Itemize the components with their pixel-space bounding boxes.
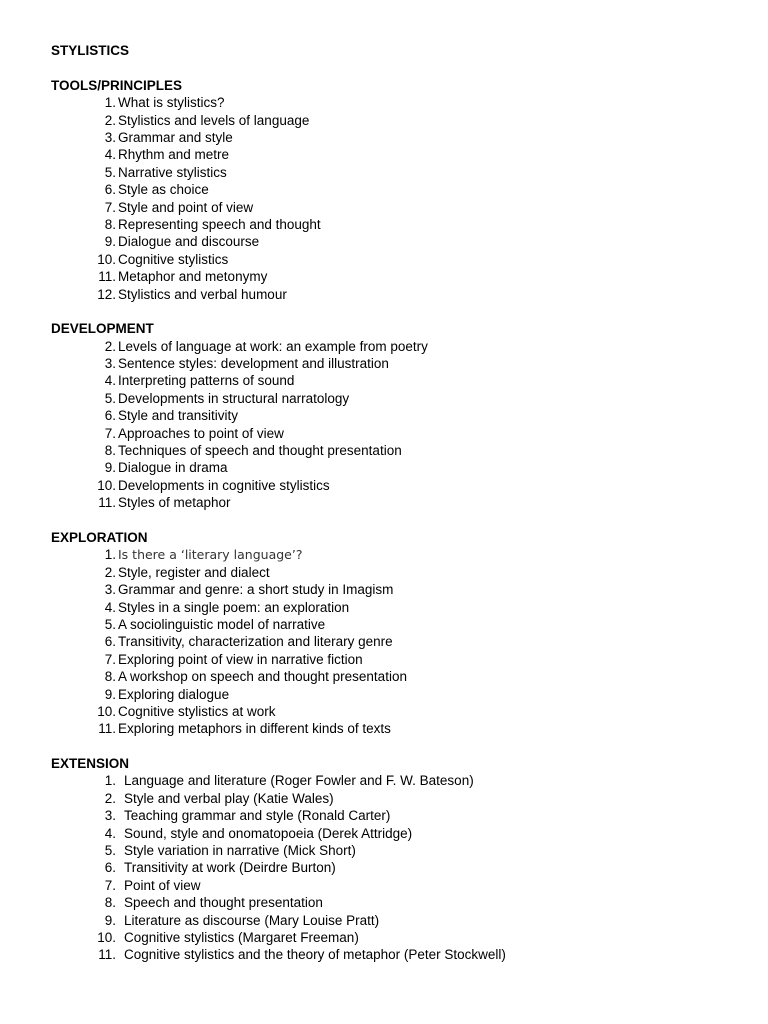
section-extension	[51, 755, 741, 964]
item-number: 11.	[98, 495, 116, 511]
item-text: Approaches to point of view	[118, 425, 284, 441]
item-number: 8.	[104, 895, 116, 911]
item-number: 2.	[104, 112, 116, 128]
section-heading: EXTENSION	[51, 756, 130, 772]
item-number: 4.	[104, 599, 116, 615]
item-text: Sentence styles: development and illustration	[118, 356, 389, 372]
item-number: 12.	[97, 286, 116, 302]
section-development	[51, 320, 741, 511]
list-item	[51, 216, 741, 233]
list-item	[51, 251, 741, 268]
item-text: A workshop on speech and thought presentation	[118, 669, 407, 685]
item-number: 1.	[104, 773, 116, 789]
list-item	[51, 268, 741, 285]
item-text: Exploring metaphors in different kinds of texts	[118, 721, 391, 737]
list-item	[51, 564, 741, 581]
list-item	[51, 946, 741, 963]
list-item	[51, 112, 741, 129]
item-text: Grammar and style	[118, 129, 233, 145]
item-text: Representing speech and thought	[118, 216, 321, 232]
item-text: A sociolinguistic model of narrative	[118, 616, 326, 632]
section-heading: EXPLORATION	[51, 529, 148, 545]
item-number: 6.	[104, 860, 116, 876]
list-item	[51, 772, 741, 789]
item-text: Teaching grammar and style (Ronald Carter)	[124, 808, 391, 824]
item-number: 4.	[104, 373, 116, 389]
item-number: 7.	[104, 199, 116, 215]
list-item	[51, 494, 741, 511]
item-text: Transitivity at work (Deirdre Burton)	[124, 860, 336, 876]
item-number: 8.	[104, 443, 116, 459]
list-item	[51, 477, 741, 494]
item-number: 10.	[97, 703, 116, 719]
item-text: Styles of metaphor	[118, 495, 231, 511]
item-text: Dialogue and discourse	[118, 234, 260, 250]
list-item	[51, 338, 741, 355]
item-text: Developments in structural narratology	[118, 390, 350, 406]
item-text: Sound, style and onomatopoeia (Derek Attridge)	[124, 825, 413, 841]
item-text: Cognitive stylistics and the theory of metaphor (Peter Stockwell)	[124, 947, 506, 963]
item-number: 5.	[104, 843, 116, 859]
list-item	[51, 146, 741, 163]
item-text: Is there a ‘literary language’?	[118, 547, 303, 563]
list-item	[51, 825, 741, 842]
list-item	[51, 842, 741, 859]
item-number: 11.	[98, 721, 116, 737]
section-heading: TOOLS/PRINCIPLES	[51, 77, 183, 93]
item-number: 6.	[104, 634, 116, 650]
item-text: Techniques of speech and thought presentation	[118, 443, 402, 459]
item-text: Developments in cognitive stylistics	[118, 477, 330, 493]
list-item	[51, 442, 741, 459]
item-number: 11.	[98, 269, 116, 285]
list-item	[51, 894, 741, 911]
item-number: 2.	[104, 564, 116, 580]
list-item	[51, 286, 741, 303]
item-text: Exploring point of view in narrative fiction	[118, 651, 363, 667]
list-item	[51, 668, 741, 685]
list-item	[51, 199, 741, 216]
item-text: Literature as discourse (Mary Louise Pratt)	[124, 912, 380, 928]
item-number: 11.	[98, 947, 116, 963]
list-item	[51, 372, 741, 389]
item-number: 6.	[104, 408, 116, 424]
item-number: 3.	[104, 129, 116, 145]
item-number: 4.	[104, 147, 116, 163]
item-text: Exploring dialogue	[118, 686, 230, 702]
item-text: Style variation in narrative (Mick Short)	[124, 843, 356, 859]
item-number: 10.	[97, 477, 116, 493]
item-text: Language and literature (Roger Fowler and F. W. Bateson)	[124, 773, 474, 789]
item-text: Cognitive stylistics (Margaret Freeman)	[124, 930, 359, 945]
item-number: 7.	[104, 425, 116, 441]
list-item	[51, 912, 741, 929]
document-body	[51, 42, 741, 981]
item-text: Stylistics and levels of language	[118, 112, 310, 128]
list-item	[51, 425, 741, 442]
item-text: Levels of language at work: an example from poetry	[118, 338, 428, 354]
item-text: Styles in a single poem: an exploration	[118, 599, 350, 615]
item-text: Style and transitivity	[118, 408, 239, 424]
item-number: 8.	[104, 216, 116, 232]
item-number: 5.	[104, 390, 116, 406]
list-item	[51, 581, 741, 598]
item-text: Grammar and genre: a short study in Imagism	[118, 582, 394, 598]
list-item	[51, 877, 741, 894]
list-item	[51, 686, 741, 703]
item-text: Stylistics and verbal humour	[118, 286, 287, 302]
item-number: 3.	[104, 582, 116, 598]
list-item	[51, 651, 741, 668]
list-item	[51, 616, 741, 633]
item-text: Cognitive stylistics	[118, 251, 229, 267]
item-number: 9.	[104, 460, 116, 476]
list-item	[51, 164, 741, 181]
item-number: 6.	[104, 182, 116, 198]
item-text: Transitivity, characterization and literary genre	[118, 634, 393, 650]
item-number: 10.	[97, 930, 116, 945]
section-exploration	[51, 529, 741, 738]
page-title: STYLISTICS	[51, 43, 130, 58]
item-number: 5.	[104, 164, 116, 180]
item-number: 3.	[104, 356, 116, 372]
item-number: 5.	[104, 616, 116, 632]
item-number: 2.	[104, 338, 116, 354]
list-item	[51, 929, 741, 946]
item-number: 9.	[104, 912, 116, 928]
item-number: 3.	[104, 808, 116, 824]
list-item	[51, 233, 741, 250]
item-text: Style and verbal play (Katie Wales)	[124, 790, 334, 806]
list-item	[51, 129, 741, 146]
item-text: Dialogue in drama	[118, 460, 228, 476]
item-text: Rhythm and metre	[118, 147, 230, 163]
list-item	[51, 599, 741, 616]
item-text: Style as choice	[118, 182, 209, 198]
item-text: Metaphor and metonymy	[118, 269, 268, 285]
item-text: Speech and thought presentation	[124, 895, 323, 911]
item-number: 2.	[104, 790, 116, 806]
list-item	[51, 459, 741, 476]
list-item	[51, 390, 741, 407]
item-text: Narrative stylistics	[118, 164, 227, 180]
list-item	[51, 633, 741, 650]
list-item	[51, 790, 741, 807]
item-text: Style, register and dialect	[118, 564, 270, 580]
list-item	[51, 859, 741, 876]
section-heading: DEVELOPMENT	[51, 321, 154, 337]
list-item	[51, 720, 741, 737]
item-text: Interpreting patterns of sound	[118, 373, 295, 389]
list-item	[51, 94, 741, 111]
item-text: Style and point of view	[118, 199, 254, 215]
item-number: 1.	[104, 95, 116, 111]
item-number: 7.	[104, 651, 116, 667]
item-number: 10.	[97, 251, 116, 267]
item-text: What is stylistics?	[118, 95, 225, 111]
item-number: 9.	[104, 234, 116, 250]
list-item	[51, 546, 741, 563]
list-item	[51, 703, 741, 720]
list-item	[51, 807, 741, 824]
list-item	[51, 355, 741, 372]
item-number: 1.	[104, 547, 116, 563]
item-number: 8.	[104, 669, 116, 685]
item-number: 9.	[104, 686, 116, 702]
item-text: Point of view	[124, 877, 201, 893]
item-number: 4.	[104, 825, 116, 841]
list-item	[51, 181, 741, 198]
item-text: Cognitive stylistics at work	[118, 703, 276, 719]
section-tools-principles	[51, 77, 741, 303]
list-item	[51, 407, 741, 424]
item-number: 7.	[104, 877, 116, 893]
